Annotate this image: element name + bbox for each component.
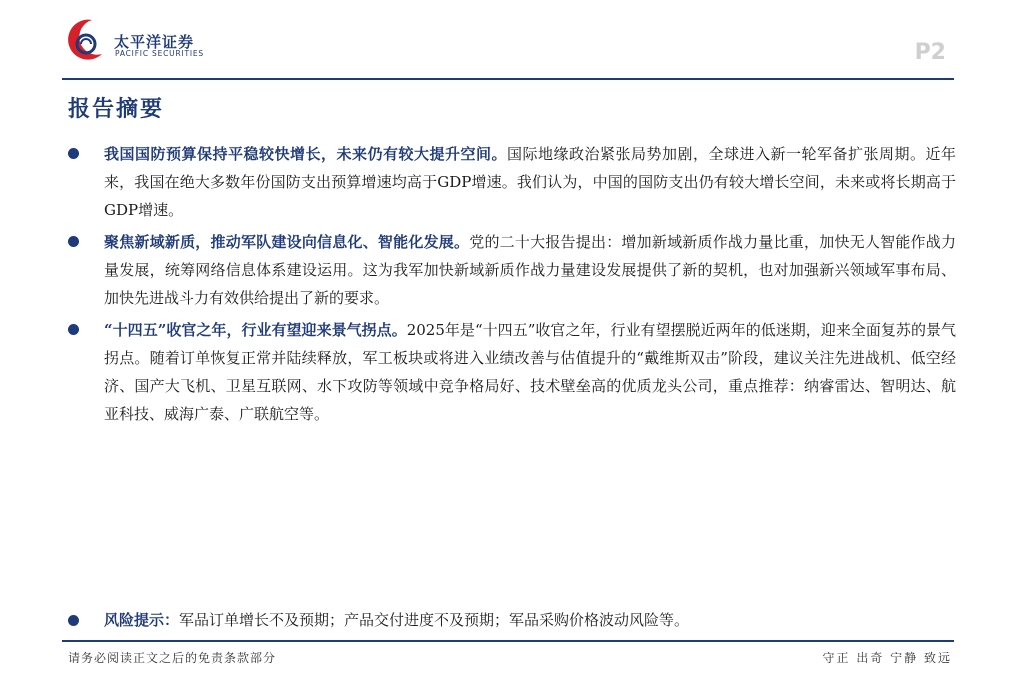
summary-item [68,140,956,224]
risk-warning-body: 军品订单增长不及预期；产品交付进度不及预期；军品采购价格波动风险等。 [179,611,690,629]
summary-item [68,316,956,428]
footer-motto: 守正 出奇 宁静 致远 [822,651,952,665]
page-header [0,0,1024,82]
summary-item-body: 党的二十大报告提出：增加新域新质作战力量比重，加快无人智能作战力量发展，统筹网络信息体系建设运用。这为我军加快新域新质作战力量建设发展提供了新的契机，也对加强新兴领域军事布局、加快先进战斗力有效供给提出了新的要求。 [104,233,956,307]
brand-name-cn: 太平洋证券 [114,33,195,51]
summary-item [68,228,956,312]
pacific-securities-logo-icon [62,14,108,68]
bullet-dot-icon [68,324,79,335]
summary-item-lead: 聚焦新域新质，推动军队建设向信息化、智能化发展。 [104,233,470,251]
summary-item-lead: 我国国防预算保持平稳较快增长，未来仍有较大提升空间。 [104,145,507,163]
header-divider [62,78,954,80]
risk-warning [68,606,956,634]
brand-name-en: PACIFIC SECURITIES [115,49,204,58]
summary-item-body: 2025年是“十四五”收官之年，行业有望摆脱近两年的低迷期，迎来全面复苏的景气拐点。随着订单恢复正常并陆续释放，军工板块或将进入业绩改善与估值提升的“戴维斯双击”阶段，建议关注先进战机、低空经济、国产大飞机、卫星互联网、水下攻防等领域中竞争格局好、技术壁垒高的优质龙头公司，重点推荐：纳睿雷达、智明达、航亚科技、威海广泰、广联航空等。 [104,321,956,423]
page-number: P2 [914,40,946,65]
risk-warning-lead: 风险提示： [104,611,180,629]
section-title: 报告摘要 [68,97,165,122]
bullet-dot-icon [68,615,79,626]
summary-list [68,140,956,432]
footer-disclaimer: 请务必阅读正文之后的免责条款部分 [68,651,277,665]
summary-item-body: 国际地缘政治紧张局势加剧，全球进入新一轮军备扩张周期。近年来，我国在绝大多数年份国防支出预算增速均高于GDP增速。我们认为，中国的国防支出仍有较大增长空间，未来或将长期高于GDP增速。 [104,145,956,219]
bullet-dot-icon [68,148,79,159]
summary-item-lead: “十四五”收官之年，行业有望迎来景气拐点。 [104,321,407,339]
footer-divider [62,640,954,642]
bullet-dot-icon [68,236,79,247]
